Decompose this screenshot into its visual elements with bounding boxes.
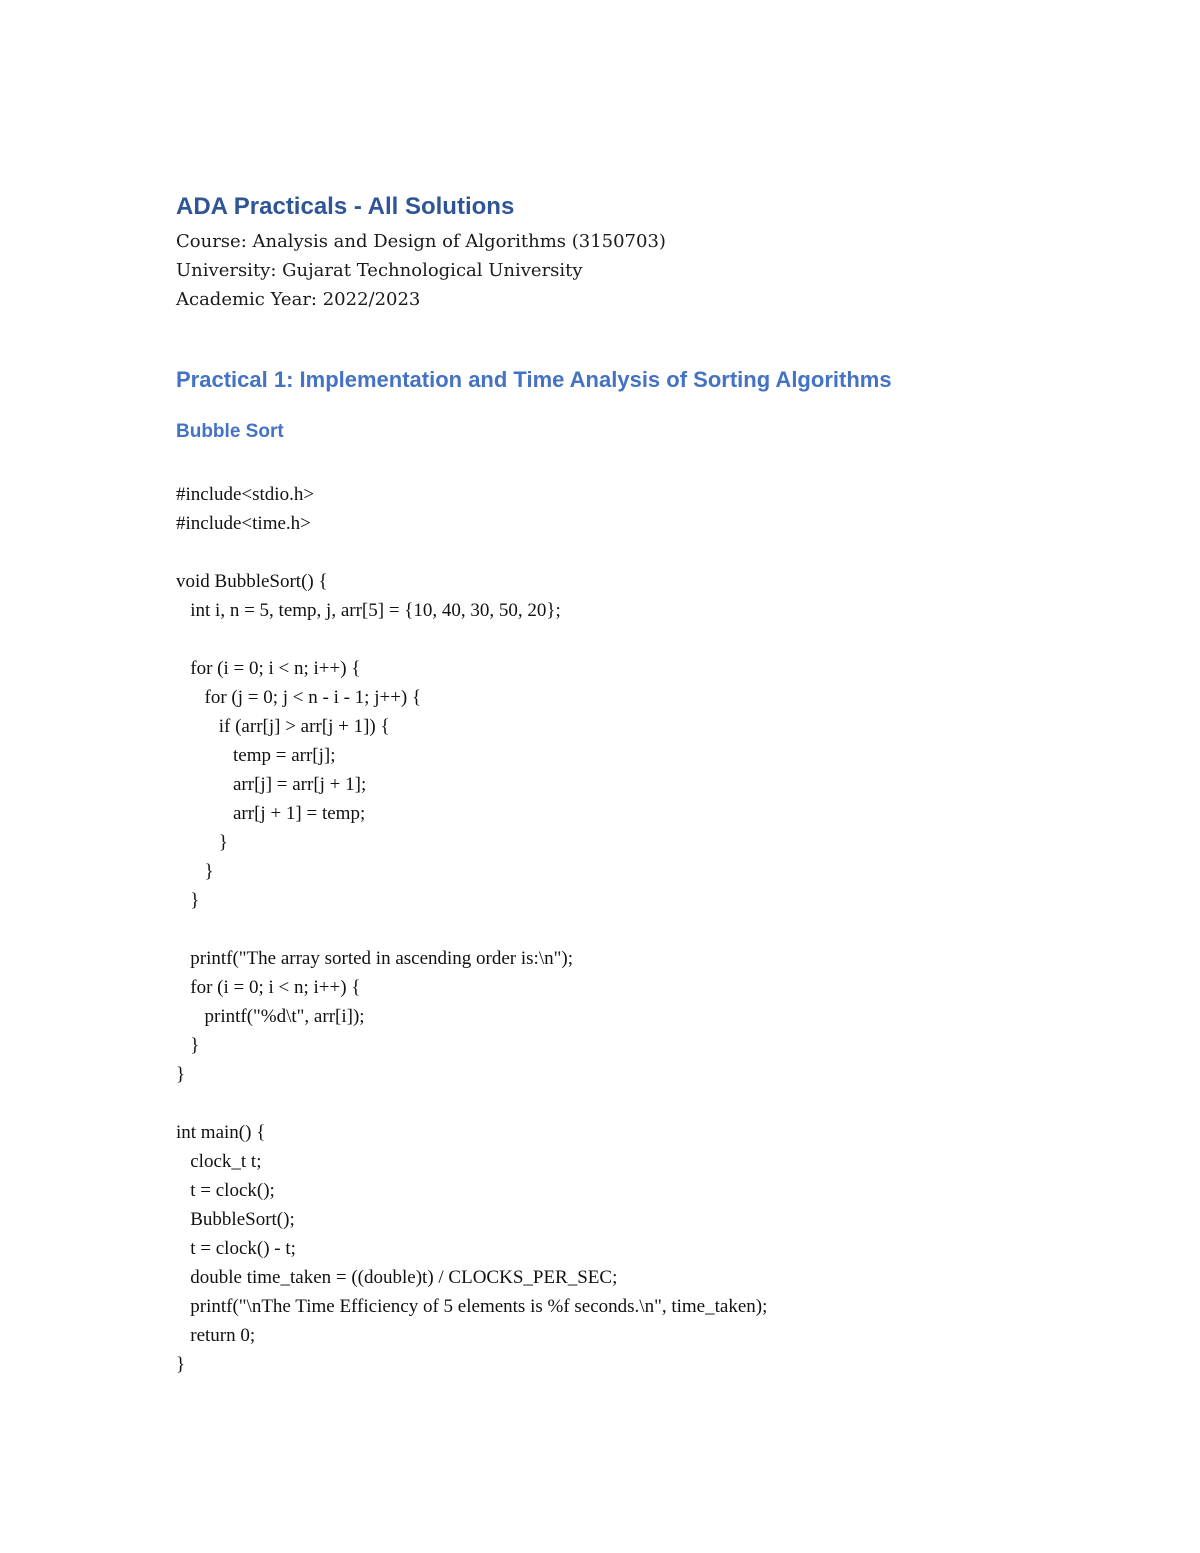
code-line: for (i = 0; i < n; i++) { [176, 977, 361, 998]
code-line: } [176, 1064, 186, 1085]
code-line [176, 1089, 1136, 1118]
code-line: temp = arr[j]; [176, 745, 336, 766]
code-block [176, 480, 1136, 1379]
section-heading: Bubble Sort [176, 421, 284, 442]
course-line: Course: Analysis and Design of Algorithms (3150703) [176, 231, 666, 252]
code-line: } [176, 1035, 200, 1056]
code-line: int main() { [176, 1122, 266, 1143]
code-line: BubbleSort(); [176, 1209, 295, 1230]
code-line: if (arr[j] > arr[j + 1]) { [176, 716, 390, 737]
code-line: t = clock(); [176, 1180, 275, 1201]
code-line: } [176, 861, 214, 882]
code-line: void BubbleSort() { [176, 571, 328, 592]
code-line: double time_taken = ((double)t) / CLOCKS_PER_SEC; [176, 1267, 618, 1288]
code-line: #include<stdio.h> [176, 484, 315, 505]
code-line: t = clock() - t; [176, 1238, 296, 1259]
code-line: int i, n = 5, temp, j, arr[5] = {10, 40, 30, 50, 20}; [176, 600, 561, 621]
code-line: arr[j] = arr[j + 1]; [176, 774, 367, 795]
practical-heading: Practical 1: Implementation and Time Analysis of Sorting Algorithms [176, 367, 892, 392]
code-line: arr[j + 1] = temp; [176, 803, 366, 824]
code-line: } [176, 832, 228, 853]
code-line: for (j = 0; j < n - i - 1; j++) { [176, 687, 422, 708]
document-title: ADA Practicals - All Solutions [176, 193, 515, 220]
code-line: return 0; [176, 1325, 256, 1346]
code-line [176, 538, 1136, 567]
document-meta [176, 227, 1136, 314]
code-line: clock_t t; [176, 1151, 262, 1172]
code-line: } [176, 890, 200, 911]
code-line: for (i = 0; i < n; i++) { [176, 658, 361, 679]
code-line: } [176, 1354, 186, 1375]
code-line [176, 625, 1136, 654]
academic-year-line: Academic Year: 2022/2023 [176, 289, 421, 310]
document-content [176, 190, 1136, 1379]
code-line: printf("The array sorted in ascending order is:\n"); [176, 948, 573, 969]
university-line: University: Gujarat Technological University [176, 260, 583, 281]
code-line: printf("%d\t", arr[i]); [176, 1006, 365, 1027]
code-line: #include<time.h> [176, 513, 311, 534]
code-line [176, 915, 1136, 944]
code-line: printf("\nThe Time Efficiency of 5 elements is %f seconds.\n", time_taken); [176, 1296, 768, 1317]
